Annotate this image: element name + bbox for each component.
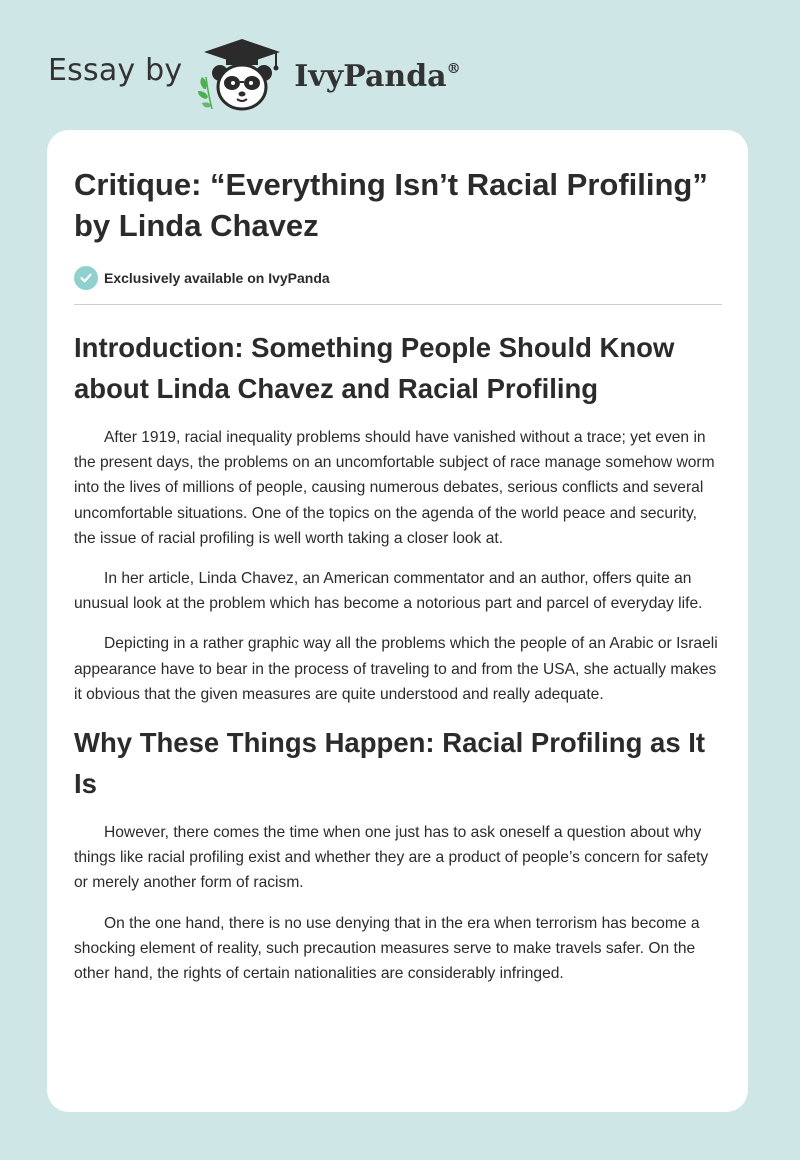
paragraph: Depicting in a rather graphic way all the problems which the people of an Arabic or Israeli appearance have to bear in the process of traveling to and from the USA, she actually makes it obvious that the given measures are quite understood and really adequate. xyxy=(74,635,718,703)
section-heading: Introduction: Something People Should Know about Linda Chavez and Racial Profiling xyxy=(74,332,675,404)
paragraph: On the one hand, there is no use denying that in the era when terrorism has become a shocking element of reality, such precaution measures serve to make travels safer. On the other hand, the rights of certain nationalities are considerably infringed. xyxy=(74,914,700,983)
page-title: Critique: “Everything Isn’t Racial Profiling” by Linda Chavez xyxy=(74,167,708,243)
paragraph: However, there comes the time when one just has to ask oneself a question about why things like racial profiling exist and whether they are a product of people’s concern for safety or merely another form of racism. xyxy=(74,824,709,892)
paragraph: In her article, Linda Chavez, an American commentator and an author, offers quite an unusual look at the problem which has become a notorious part and parcel of everyday life. xyxy=(74,570,703,613)
section-body xyxy=(74,820,722,986)
check-circle-icon xyxy=(74,266,98,290)
exclusive-badge xyxy=(74,266,722,305)
section-heading: Why These Things Happen: Racial Profiling as It Is xyxy=(74,727,706,800)
ivypanda-logo[interactable] xyxy=(196,37,460,111)
section-body xyxy=(74,425,722,707)
exclusive-label: Exclusively available on IvyPanda xyxy=(104,270,330,286)
registered-mark: ® xyxy=(446,60,461,77)
essay-card xyxy=(47,130,748,1112)
brand-name: IvyPanda® xyxy=(294,58,461,94)
essay-by-label: Essay by xyxy=(48,52,183,88)
site-header xyxy=(48,34,461,114)
paragraph: After 1919, racial inequality problems should have vanished without a trace; yet even in the present days, the problems on an uncomfortable subject of race manage somehow worm into the lives of millions of people, causing numerous debates, serious conflicts and several uncomfortable situations. One of the topics on the agenda of the world peace and security, the issue of racial profiling is well worth taking a closer look at. xyxy=(74,429,715,547)
panda-graduate-logo-icon xyxy=(196,37,288,111)
